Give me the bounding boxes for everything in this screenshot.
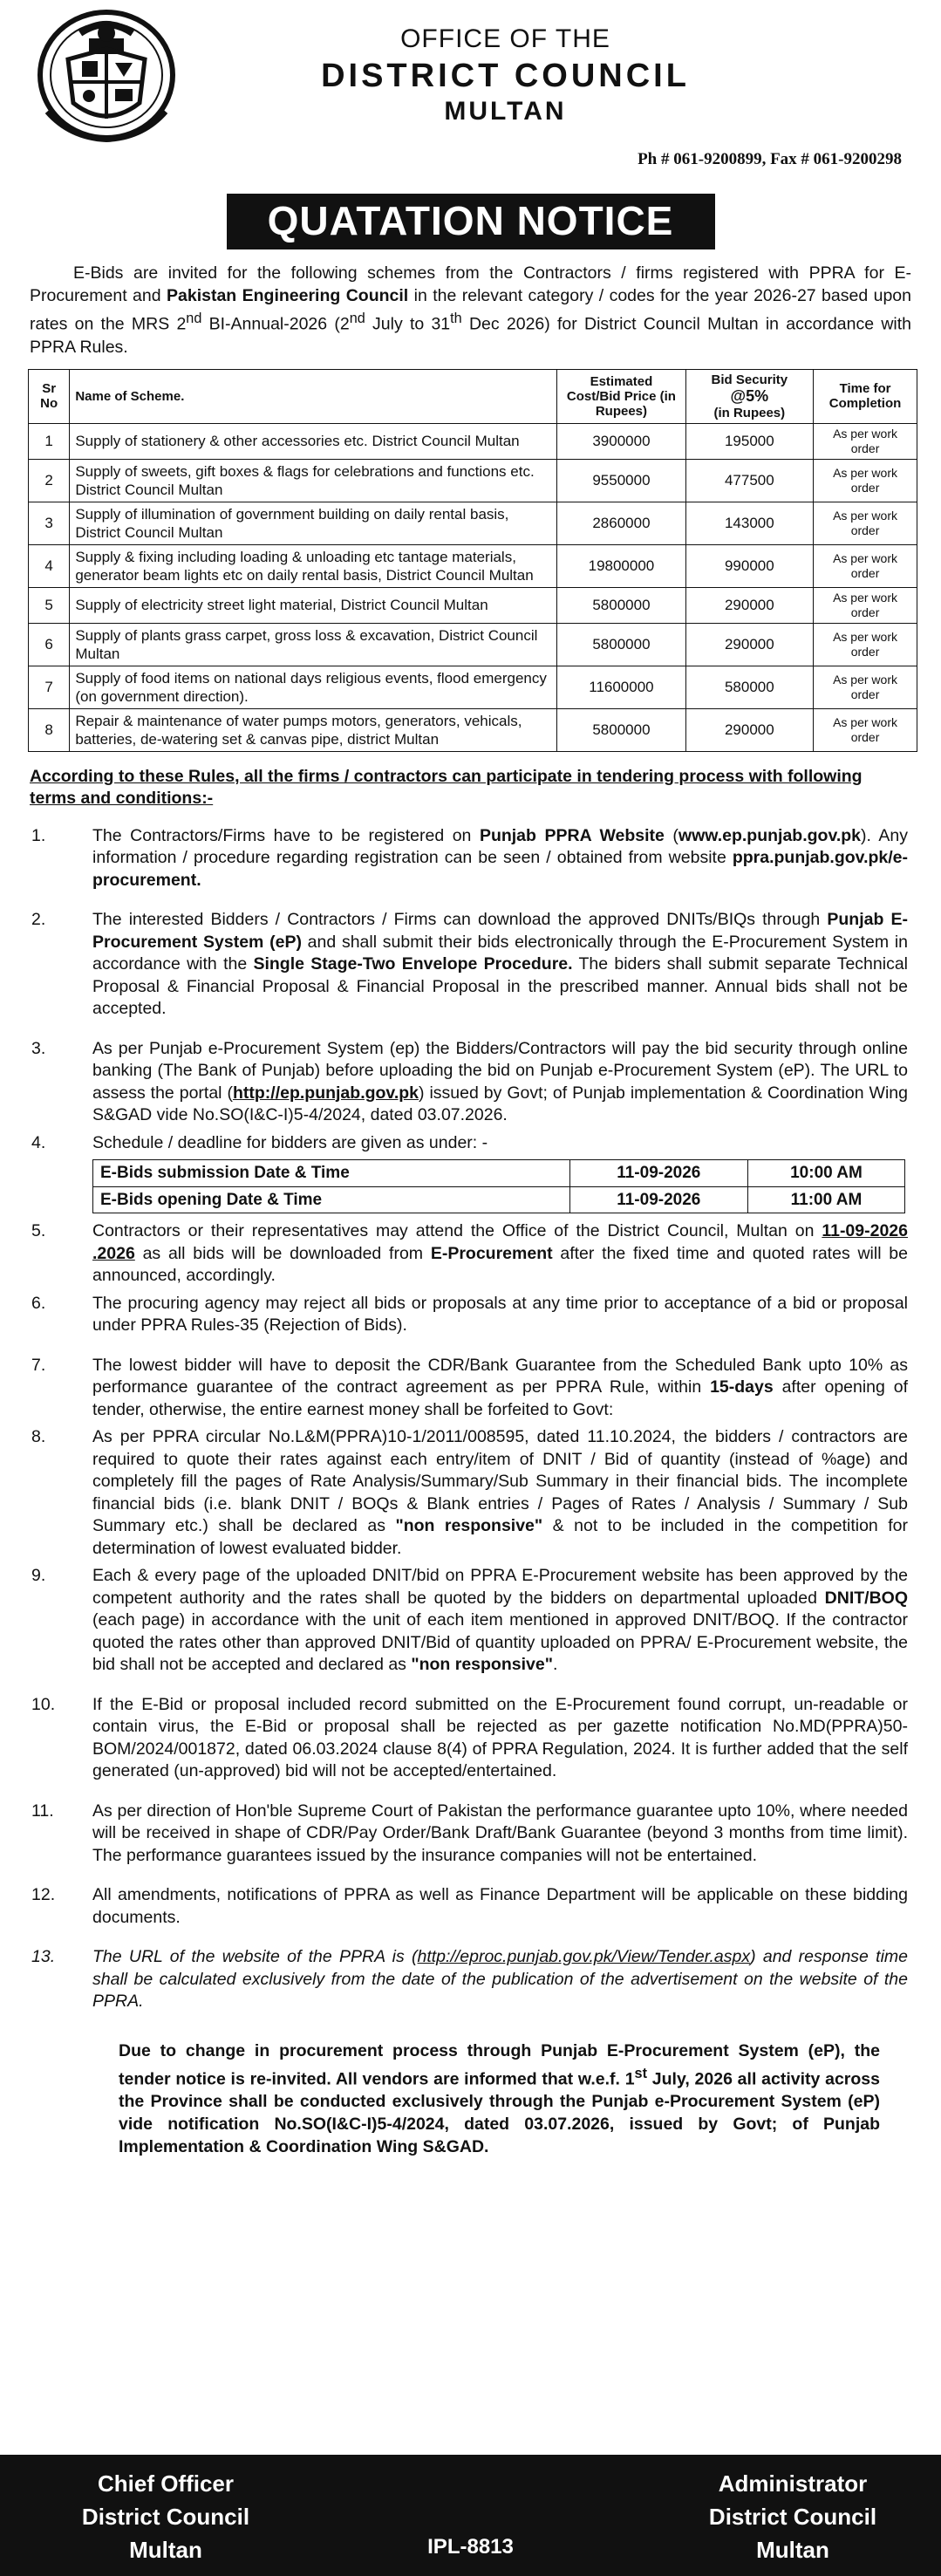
schemes-table — [28, 369, 917, 752]
cell-sr: 8 — [29, 708, 70, 751]
cell-security: 477500 — [685, 459, 814, 502]
term-5: 5. Contractors or their representatives may attend the Office of the District Council, Multan on 11-09-2026 .2026 as all bids will be downloaded from E-Procurement after the fixed time and quoted rates will be announced, accordingly. — [31, 1221, 908, 1285]
term-11: 11. As per direction of Hon'ble Supreme Court of Pakistan the performance guarantee upto 10%, where needed will be received in shape of CDR/Pay Order/Bank Draft/Bank Guarantee (beyond 3 months from time limit). The performance guarantees issued by the insurance companies will not be entertained. — [31, 1800, 908, 1865]
rules-heading: According to these Rules, all the firms / contractors can participate in tendering process with following terms and conditions:- — [30, 766, 863, 808]
table-row — [29, 544, 917, 587]
header — [0, 0, 941, 174]
cell-time: As per work order — [814, 423, 917, 459]
schedule-date: 11-09-2026 — [569, 1186, 747, 1213]
cell-time: As per work order — [814, 623, 917, 666]
header-time: Time for Completion — [814, 369, 917, 423]
terms-list — [31, 825, 908, 2013]
table-row — [29, 623, 917, 666]
cell-name: Supply of stationery & other accessories etc. District Council Multan — [70, 423, 557, 459]
signature-administrator: Administrator District Council Multan — [708, 2470, 877, 2563]
header-sr: Sr No — [29, 369, 70, 423]
cell-sr: 5 — [29, 587, 70, 623]
table-row — [29, 666, 917, 708]
cell-time: As per work order — [814, 666, 917, 708]
schedule-label: E-Bids submission Date & Time — [93, 1160, 570, 1187]
term-6: 6. The procuring agency may reject all bids or proposals at any time prior to acceptance of a bid or proposal under PPRA Rules-35 (Rejection of Bids). — [31, 1293, 908, 1335]
cell-name: Supply of illumination of government building on daily rental basis, District Council Multan — [70, 502, 557, 544]
notice-title: QUATATION NOTICE — [227, 194, 715, 249]
cell-cost: 3900000 — [557, 423, 685, 459]
term-8: 8. As per PPRA circular No.L&M(PPRA)10-1/2011/008595, dated 11.10.2024, the bidders / contractors are required to quote their rates against each entry/item of DNIT / Bid of quantity (instead of %age) and completely fill the pages of Rate Analysis/Summary/Sub Summary in their financial bids. The incomplete financial bids (i.e. blank DNIT / BOQs & Blank entries / Pages of Rates / Analysis / Summary / Sub Summary etc.) shall be declared as "non responsive" & not to be included in the competition for determination of lowest evaluated bidder. — [31, 1427, 908, 1558]
table-header-row — [29, 369, 917, 423]
term-3: 3. As per Punjab e-Procurement System (ep) the Bidders/Contractors will pay the bid security through online banking (The Bank of Punjab) before uploading the bid on Punjab e-Procurement System (eP). The URL to assess the portal (http://ep.punjab.gov.pk) issued by Govt; of Punjab implementation & Coordination Wing S&GAD vide No.SO(I&C-I)5-4/2024, dated 03.07.2026. — [31, 1038, 908, 1124]
table-row — [29, 708, 917, 751]
cell-cost: 5800000 — [557, 623, 685, 666]
cell-cost: 5800000 — [557, 587, 685, 623]
header-name: Name of Scheme. — [70, 369, 557, 423]
cell-sr: 7 — [29, 666, 70, 708]
signature-chief-officer: Chief Officer District Council Multan — [81, 2470, 250, 2563]
cell-sr: 1 — [29, 423, 70, 459]
term-13: 13. The URL of the website of the PPRA is (http://eproc.punjab.gov.pk/View/Tender.aspx) and response time shall be calculated exclusively from the date of the publication of the advertisement on the website of the PPRA. — [31, 1947, 908, 2011]
cell-time: As per work order — [814, 544, 917, 587]
table-row — [29, 502, 917, 544]
cell-cost: 9550000 — [557, 459, 685, 502]
header-cost: Estimated Cost/Bid Price (in Rupees) — [557, 369, 685, 423]
schedule-time: 11:00 AM — [747, 1186, 904, 1213]
table-row — [29, 587, 917, 623]
cell-cost: 2860000 — [557, 502, 685, 544]
cell-sr: 4 — [29, 544, 70, 587]
cell-name: Supply of sweets, gift boxes & flags for celebrations and functions etc. District Council Multan — [70, 459, 557, 502]
cell-security: 290000 — [685, 587, 814, 623]
term-7: 7. The lowest bidder will have to deposit the CDR/Bank Guarantee from the Scheduled Bank upto 10% as performance guarantee of the contract agreement as per PPRA Rule, within 15-days after opening of tender, otherwise, the entire earnest money shall be forfeited to Govt: — [31, 1355, 909, 1419]
office-line-3: MULTAN — [444, 97, 567, 126]
table-row — [29, 423, 917, 459]
cell-sr: 6 — [29, 623, 70, 666]
schedule-table — [92, 1159, 905, 1213]
cell-name: Supply of food items on national days religious events, flood emergency (on government direction). — [70, 666, 557, 708]
cell-name: Repair & maintenance of water pumps motors, generators, vehicals, batteries, de-watering set & canvas pipe, district Multan — [70, 708, 557, 751]
footer — [0, 2455, 941, 2576]
cell-name: Supply of electricity street light material, District Council Multan — [70, 587, 557, 623]
office-title — [0, 24, 941, 126]
cell-security: 990000 — [685, 544, 814, 587]
term-4: 4. Schedule / deadline for bidders are given as under: - — [31, 1132, 488, 1152]
ppra-tender-link[interactable]: http://eproc.punjab.gov.pk/View/Tender.aspx — [417, 1947, 751, 1966]
cell-security: 143000 — [685, 502, 814, 544]
term-1: 1. The Contractors/Firms have to be registered on Punjab PPRA Website (www.ep.punjab.gov.pk). Any information / procedure regarding registration can be seen / obtained from website ppra.punjab.gov.pk/e-procurement. — [31, 825, 908, 890]
cell-time: As per work order — [814, 502, 917, 544]
cell-cost: 19800000 — [557, 544, 685, 587]
reinvitation-note: Due to change in procurement process through Punjab E-Procurement System (eP), the tender notice is re-invited. All vendors are informed that w.e.f. 1st July, 2026 all activity across the Province shall be conducted exclusively through the Punjab e-Procurement System (eP) vide notification No.SO(I&C-I)5-4/2024, dated 03.07.2026, issued by Govt; of Punjab Implementation & Coordination Wing S&GAD. — [119, 2040, 880, 2156]
cell-security: 195000 — [685, 423, 814, 459]
cell-security: 290000 — [685, 623, 814, 666]
cell-sr: 3 — [29, 502, 70, 544]
phone-fax: Ph # 061-9200899, Fax # 061-9200298 — [638, 150, 902, 168]
schedule-row — [93, 1186, 905, 1213]
office-line-2: DISTRICT COUNCIL — [321, 58, 690, 94]
header-security: Bid Security @5% (in Rupees) — [685, 369, 814, 423]
office-line-1: OFFICE OF THE — [400, 24, 610, 53]
cell-sr: 2 — [29, 459, 70, 502]
cell-security: 290000 — [685, 708, 814, 751]
cell-name: Supply & fixing including loading & unloading etc tantage materials, generator beam lights etc on daily rental basis, District Council Multan — [70, 544, 557, 587]
term-12: 12. All amendments, notifications of PPRA as well as Finance Department will be applicable on these bidding documents. — [31, 1885, 908, 1927]
cell-security: 580000 — [685, 666, 814, 708]
term-9: 9. Each & every page of the uploaded DNIT/bid on PPRA E-Procurement website has been approved by the competent authority and the rates shall be quoted by the bidders on departmental uploaded DNIT/BOQ (each page) in accordance with the unit of each item mentioned in approved DNIT/BOQ. If the contractor quoted the rates other than approved DNIT/Bid of quantity uploaded on PPRA/ E-Procurement website, the bid shall not be accepted and declared as "non responsive". — [31, 1566, 908, 1674]
table-row — [29, 459, 917, 502]
schedule-label: E-Bids opening Date & Time — [93, 1186, 570, 1213]
schedule-date: 11-09-2026 — [569, 1160, 747, 1187]
ipl-number: IPL-8813 — [427, 2535, 514, 2559]
cell-name: Supply of plants grass carpet, gross loss & excavation, District Council Multan — [70, 623, 557, 666]
cell-cost: 11600000 — [557, 666, 685, 708]
term-10: 10. If the E-Bid or proposal included record submitted on the E-Procurement found corrupt, un-readable or contain virus, the E-Bid or proposal shall be rejected as per gazette notification No.MD(PPRA)50-BOM/2024/001872, dated 06.03.2024 clause 8(4) of PPRA Regulation, 2024. It is further added that the self generated (un-approved) bid will not be accepted/entertained. — [31, 1694, 908, 1780]
schedule-row — [93, 1160, 905, 1187]
cell-time: As per work order — [814, 708, 917, 751]
cell-time: As per work order — [814, 587, 917, 623]
schedule-wrapper — [31, 1159, 908, 1213]
term-2: 2. The interested Bidders / Contractors / Firms can download the approved DNITs/BIQs through Punjab E-Procurement System (eP) and shall submit their bids electronically through the E-Procurement System in accordance with the Single Stage-Two Envelope Procedure. The biders shall submit separate Technical Proposal & Financial Proposal & Financial Proposal in the prescribed manner. Annual bids shall not be accepted. — [31, 910, 908, 1018]
cell-time: As per work order — [814, 459, 917, 502]
cell-cost: 5800000 — [557, 708, 685, 751]
schedule-time: 10:00 AM — [747, 1160, 904, 1187]
intro-paragraph: E-Bids are invited for the following schemes from the Contractors / firms registered with PPRA for E-Procurement and Pakistan Engineering Council in the relevant category / codes for the year 2026-27 based upon rates on the MRS 2nd BI-Annual-2026 (2nd July to 31th Dec 2026) for District Council Multan in accordance with PPRA Rules. — [30, 263, 912, 357]
